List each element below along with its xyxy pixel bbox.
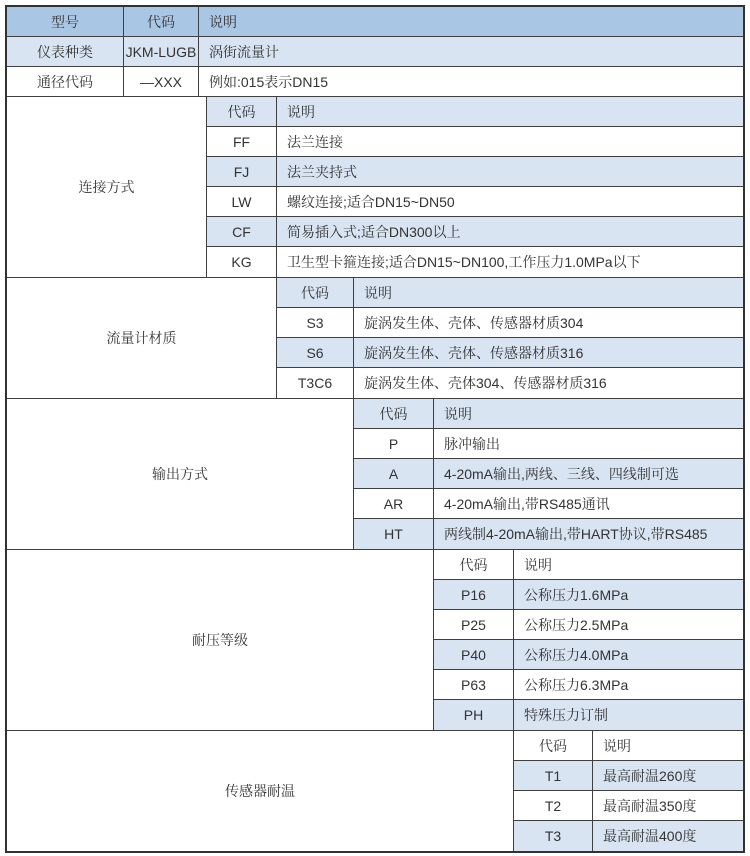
desc-cell: 4-20mA输出,两线、三线、四线制可选 xyxy=(444,465,679,482)
code-cell: S3 xyxy=(277,308,354,337)
table-row xyxy=(277,368,743,398)
code-cell: P xyxy=(354,429,434,458)
inner-header-row xyxy=(207,97,743,127)
section-label: 耐压等级 xyxy=(7,550,434,730)
code-cell: CF xyxy=(207,217,277,246)
section-connection-type xyxy=(7,97,743,278)
desc-cell: 最高耐温350度 xyxy=(603,797,697,814)
table-row xyxy=(354,459,743,489)
header-model: 型号 xyxy=(7,7,124,36)
table-row xyxy=(207,187,743,217)
desc-cell: 法兰连接 xyxy=(287,133,343,150)
inner-header-desc: 说明 xyxy=(287,103,315,120)
inner-header-desc: 说明 xyxy=(524,556,552,573)
inner-header-desc: 说明 xyxy=(444,405,472,422)
section-flowmeter-material xyxy=(7,278,743,399)
desc-cell: 旋涡发生体、壳体、传感器材质304 xyxy=(364,314,584,331)
row-code: —XXX xyxy=(124,67,199,96)
table-row xyxy=(207,247,743,277)
desc-cell: 公称压力4.0MPa xyxy=(524,646,629,663)
section-inner-table xyxy=(514,731,743,851)
desc-cell: 卫生型卡箍连接;适合DN15~DN100,工作压力1.0MPa以下 xyxy=(287,254,641,270)
inner-header-code: 代码 xyxy=(207,97,277,126)
section-label: 连接方式 xyxy=(7,97,207,277)
desc-cell: 旋涡发生体、壳体、传感器材质316 xyxy=(364,344,584,361)
table-row xyxy=(434,640,743,670)
section-label: 流量计材质 xyxy=(7,278,277,398)
table-row-diameter-code xyxy=(7,67,743,97)
table-header-row xyxy=(7,7,743,37)
header-desc: 说明 xyxy=(209,13,237,30)
section-pressure-rating xyxy=(7,550,743,731)
inner-header-code: 代码 xyxy=(434,550,514,579)
code-cell: PH xyxy=(434,700,514,730)
code-cell: P16 xyxy=(434,580,514,609)
table-row xyxy=(434,670,743,700)
code-cell: T2 xyxy=(514,791,593,820)
inner-header-row xyxy=(277,278,743,308)
table-row xyxy=(207,217,743,247)
code-cell: P40 xyxy=(434,640,514,669)
desc-cell: 最高耐温400度 xyxy=(603,828,697,844)
desc-cell: 两线制4-20mA输出,带HART协议,带RS485 xyxy=(444,526,708,542)
code-cell: T3C6 xyxy=(277,368,354,398)
table-row xyxy=(354,519,743,549)
table-row xyxy=(277,308,743,338)
inner-header-desc: 说明 xyxy=(603,737,631,754)
table-row-instrument-type xyxy=(7,37,743,67)
code-cell: HT xyxy=(354,519,434,549)
desc-cell: 旋涡发生体、壳体304、传感器材质316 xyxy=(364,375,607,391)
inner-header-code: 代码 xyxy=(514,731,593,760)
header-code: 代码 xyxy=(124,7,199,36)
table-row xyxy=(354,429,743,459)
code-cell: LW xyxy=(207,187,277,216)
code-cell: P63 xyxy=(434,670,514,699)
table-row xyxy=(207,127,743,157)
section-inner-table xyxy=(434,550,743,730)
inner-header-code: 代码 xyxy=(354,399,434,428)
inner-header-row xyxy=(514,731,743,761)
section-inner-table xyxy=(207,97,743,277)
table-row xyxy=(277,338,743,368)
table-row xyxy=(514,791,743,821)
inner-header-row xyxy=(354,399,743,429)
inner-header-code: 代码 xyxy=(277,278,354,307)
desc-cell: 最高耐温260度 xyxy=(603,767,697,784)
section-inner-table xyxy=(277,278,743,398)
desc-cell: 公称压力6.3MPa xyxy=(524,676,629,693)
row-label: 通径代码 xyxy=(7,67,124,96)
code-cell: FJ xyxy=(207,157,277,186)
desc-cell: 简易插入式;适合DN300以上 xyxy=(287,223,461,240)
code-cell: A xyxy=(354,459,434,488)
code-cell: FF xyxy=(207,127,277,156)
desc-cell: 4-20mA输出,带RS485通讯 xyxy=(444,495,610,512)
table-row xyxy=(514,821,743,851)
code-cell: AR xyxy=(354,489,434,518)
code-cell: T3 xyxy=(514,821,593,851)
section-sensor-temperature xyxy=(7,731,743,851)
table-row xyxy=(434,700,743,730)
row-label: 仪表种类 xyxy=(7,37,124,66)
table-row xyxy=(207,157,743,187)
code-cell: S6 xyxy=(277,338,354,367)
code-cell: T1 xyxy=(514,761,593,790)
row-desc: 例如:015表示DN15 xyxy=(209,73,329,90)
desc-cell: 公称压力2.5MPa xyxy=(524,616,629,633)
code-cell: KG xyxy=(207,247,277,277)
table-row xyxy=(354,489,743,519)
desc-cell: 特殊压力订制 xyxy=(524,707,608,723)
row-desc: 涡街流量计 xyxy=(209,43,279,60)
section-inner-table xyxy=(354,399,743,549)
table-row xyxy=(434,580,743,610)
table-row xyxy=(514,761,743,791)
section-label: 输出方式 xyxy=(7,399,354,549)
desc-cell: 公称压力1.6MPa xyxy=(524,586,629,603)
desc-cell: 脉冲输出 xyxy=(444,435,500,452)
row-code: JKM-LUGB xyxy=(124,37,199,66)
desc-cell: 法兰夹持式 xyxy=(287,163,357,180)
model-selection-table xyxy=(5,5,745,853)
section-output-mode xyxy=(7,399,743,550)
inner-header-row xyxy=(434,550,743,580)
desc-cell: 螺纹连接;适合DN15~DN50 xyxy=(287,193,455,210)
section-label: 传感器耐温 xyxy=(7,731,514,851)
table-row xyxy=(434,610,743,640)
code-cell: P25 xyxy=(434,610,514,639)
inner-header-desc: 说明 xyxy=(364,284,392,301)
